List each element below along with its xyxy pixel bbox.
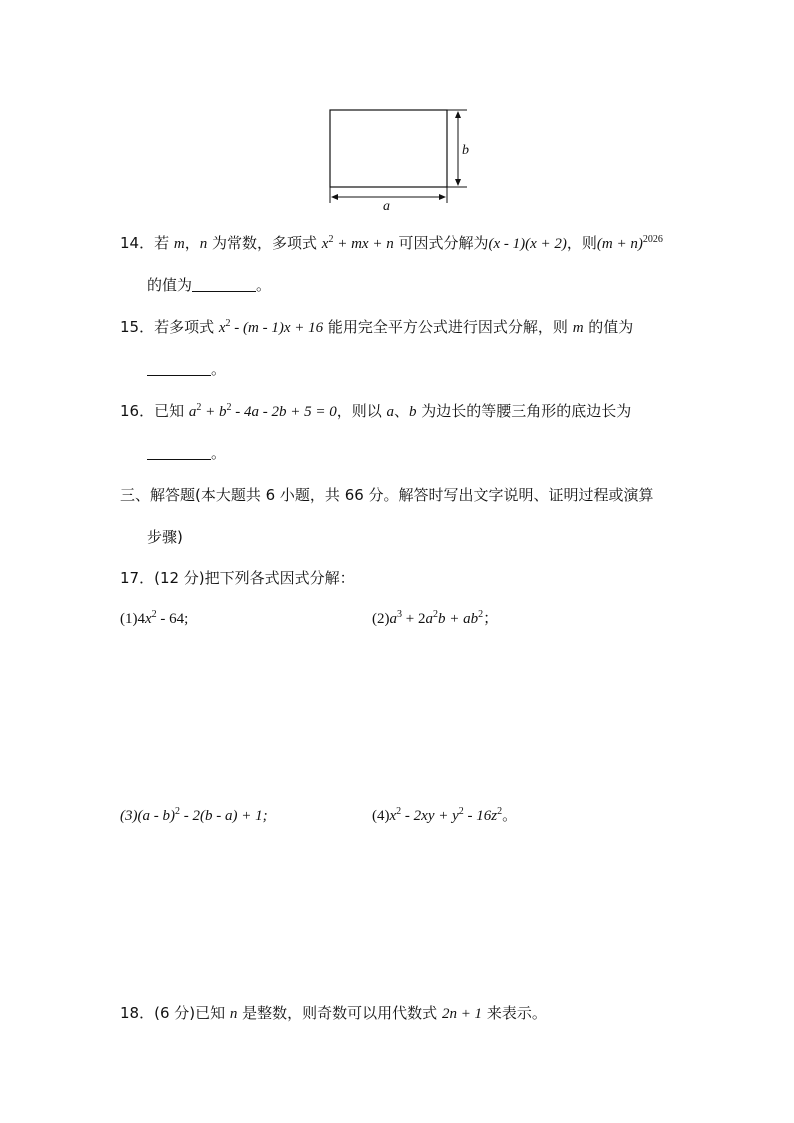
question-17-part-4 bbox=[372, 806, 517, 826]
var-x: x bbox=[389, 808, 397, 824]
factored-form: (x - 1)(x + 2) bbox=[488, 236, 567, 252]
exponent: 2 bbox=[497, 806, 503, 817]
text: 若 bbox=[154, 234, 174, 252]
question-15 bbox=[120, 317, 633, 338]
answer-blank[interactable] bbox=[147, 361, 211, 376]
poly-rest: + mx + n bbox=[333, 236, 394, 252]
exponent: 2 bbox=[432, 609, 438, 620]
var-n: n bbox=[199, 236, 208, 252]
var-a: a bbox=[386, 404, 395, 420]
section-heading: 三、解答题(本大题共 6 小题，共 66 分。解答时写出文字说明、证明过程或演算 bbox=[120, 486, 654, 504]
text: 的值为 bbox=[147, 276, 193, 294]
expression-end: ； bbox=[483, 611, 499, 627]
var-x: x bbox=[218, 320, 226, 336]
var-m: m bbox=[572, 320, 584, 336]
exponent: 2 bbox=[396, 806, 402, 817]
var-b-term: b + ab bbox=[437, 611, 479, 627]
var-a: a bbox=[188, 404, 197, 420]
part-label: (1)4 bbox=[120, 611, 145, 627]
var-a: a bbox=[389, 611, 397, 627]
text: 的值为 bbox=[583, 318, 634, 336]
expression-rest: - 2(b - a) + 1; bbox=[179, 808, 268, 824]
exponent: 2 bbox=[226, 402, 232, 413]
exponent: 2 bbox=[196, 402, 202, 413]
rectangle-figure bbox=[325, 105, 475, 215]
var-x: x bbox=[145, 611, 152, 627]
question-number: 16． bbox=[120, 402, 155, 420]
question-14 bbox=[120, 233, 663, 254]
text: 来表示。 bbox=[482, 1004, 547, 1022]
label-b: b bbox=[462, 143, 469, 158]
expression-mid: + 2 bbox=[402, 611, 426, 627]
question-18 bbox=[120, 1003, 547, 1024]
exponent: 2 bbox=[328, 234, 334, 245]
question-16 bbox=[120, 401, 631, 422]
question-17-part-3 bbox=[120, 806, 268, 826]
exponent: 2 bbox=[151, 609, 157, 620]
text: 。 bbox=[256, 276, 272, 294]
text: 可因式分解为 bbox=[393, 234, 489, 252]
section-heading-line2: 步骤) bbox=[147, 528, 183, 546]
power-base: (m + n) bbox=[596, 236, 643, 252]
expression-rest: - 64; bbox=[156, 611, 189, 627]
text: (6 分)已知 bbox=[154, 1004, 230, 1022]
question-15-line2 bbox=[147, 359, 226, 379]
text: 。 bbox=[211, 444, 227, 462]
label-a: a bbox=[383, 199, 390, 214]
exponent: 2 bbox=[174, 806, 180, 817]
var-n: n bbox=[229, 1006, 238, 1022]
text: 能用完全平方公式进行因式分解，则 bbox=[323, 318, 573, 336]
text: ，则以 bbox=[336, 402, 387, 420]
exponent: 2 bbox=[478, 609, 484, 620]
var-m: m bbox=[173, 236, 185, 252]
expression: 2n + 1 bbox=[441, 1006, 483, 1022]
var-b: b bbox=[409, 404, 417, 420]
question-number: 18． bbox=[120, 1004, 155, 1022]
exponent: 2 bbox=[458, 806, 464, 817]
poly-rest: - 4a - 2b + 5 = 0 bbox=[231, 404, 337, 420]
answer-blank[interactable] bbox=[192, 277, 256, 292]
text: 。 bbox=[211, 360, 227, 378]
question-17-part-1 bbox=[120, 609, 188, 629]
text: ，则 bbox=[566, 234, 597, 252]
text: ， bbox=[184, 234, 200, 252]
poly-rest: - (m - 1)x + 16 bbox=[230, 320, 324, 336]
question-17: 17．(12 分)把下列各式因式分解： bbox=[120, 569, 355, 587]
text: 已知 bbox=[154, 402, 189, 420]
rectangle bbox=[330, 110, 447, 187]
question-16-line2 bbox=[147, 443, 226, 463]
exponent: 2 bbox=[225, 318, 231, 329]
question-14-line2 bbox=[147, 275, 271, 295]
question-17-part-2 bbox=[372, 609, 498, 629]
part-label: (2) bbox=[372, 611, 390, 627]
expression-base: (3)(a - b) bbox=[120, 808, 175, 824]
var-a: a bbox=[425, 611, 433, 627]
exponent: 3 bbox=[397, 609, 402, 620]
expression-mid2: - 16z bbox=[463, 808, 498, 824]
text: 为常数，多项式 bbox=[207, 234, 322, 252]
var-x: x bbox=[321, 236, 329, 252]
var-b: + b bbox=[201, 404, 227, 420]
polynomial bbox=[322, 236, 394, 252]
question-number: 15． bbox=[120, 318, 155, 336]
text: 、 bbox=[394, 402, 410, 420]
expression-mid: - 2xy + y bbox=[401, 808, 459, 824]
part-label: (4) bbox=[372, 808, 390, 824]
expression-end: 。 bbox=[502, 808, 518, 824]
text: 是整数，则奇数可以用代数式 bbox=[237, 1004, 442, 1022]
question-number: 14． bbox=[120, 234, 155, 252]
answer-blank[interactable] bbox=[147, 445, 211, 460]
text: 若多项式 bbox=[154, 318, 219, 336]
text: 为边长的等腰三角形的底边长为 bbox=[416, 402, 632, 420]
power-exponent: 2026 bbox=[642, 234, 663, 245]
